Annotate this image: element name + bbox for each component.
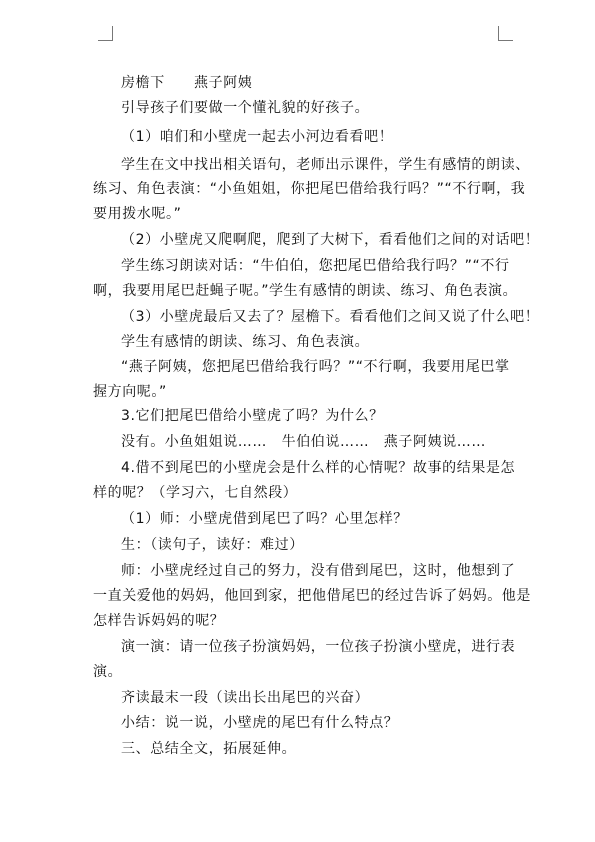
text-line: 学生在文中找出相关语句，老师出示课件，学生有感情的朗读、 [121, 157, 530, 173]
text-line: 演。 [93, 664, 123, 680]
text-line: 三、总结全文，拓展延伸。 [121, 741, 297, 757]
text-line: “燕子阿姨，您把尾巴借给我行吗？”“不行啊，我要用尾巴掌 [121, 359, 510, 375]
text-line: 房檐下 燕子阿姨 [121, 75, 253, 91]
text-line: 握方向呢。” [93, 384, 167, 400]
text-line: 3.它们把尾巴借给小壁虎了吗？为什么？ [121, 408, 384, 424]
text-line: （1）师：小壁虎借到尾巴了吗？心里怎样？ [121, 511, 408, 527]
text-line: 样的呢？（学习六，七自然段） [93, 485, 298, 501]
text-line: （1）咱们和小壁虎一起去小河边看看吧！ [121, 129, 394, 145]
text-line: 学生练习朗读对话：“牛伯伯，您把尾巴借给我行吗？”“不行 [121, 258, 510, 274]
text-line: 怎样告诉妈妈的呢？ [93, 613, 225, 629]
text-line: 4.借不到尾巴的小壁虎会是什么样的心情呢？故事的结果是怎 [121, 460, 516, 476]
text-line: 一直关爱他的妈妈，他回到家，把他借尾巴的经过告诉了妈妈。他是 [93, 588, 531, 604]
text-line: 生：（读句子，读好：难过） [121, 537, 304, 553]
text-line: 演一演：请一位孩子扮演妈妈，一位孩子扮演小壁虎，进行表 [121, 639, 516, 655]
text-line: 练习、角色表演：“小鱼姐姐，你把尾巴借给我行吗？”“不行啊，我 [93, 181, 526, 197]
text-line: 引导孩子们要做一个懂礼貌的好孩子。 [121, 100, 370, 116]
text-line: 学生有感情的朗读、练习、角色表演。 [121, 334, 370, 350]
text-line: 没有。小鱼姐姐说…… 牛伯伯说…… 燕子阿姨说…… [121, 434, 486, 450]
text-line: 要用拨水呢。” [93, 206, 182, 222]
crop-mark-top-right [498, 26, 513, 41]
text-line: 师：小壁虎经过自己的努力，没有借到尾巴，这时，他想到了 [121, 563, 516, 579]
text-line: （3）小壁虎最后又去了？屋檐下。看看他们之间又说了什么吧！ [121, 309, 540, 325]
crop-mark-top-left [98, 26, 113, 41]
text-line: 小结：说一说，小壁虎的尾巴有什么特点？ [121, 715, 399, 731]
text-line: 齐读最末一段（读出长出尾巴的兴奋） [121, 690, 370, 706]
text-line: 啊，我要用尾巴赶蝇子呢。”学生有感情的朗读、练习、角色表演。 [93, 283, 518, 299]
text-line: （2）小壁虎又爬啊爬，爬到了大树下，看看他们之间的对话吧！ [121, 232, 540, 248]
